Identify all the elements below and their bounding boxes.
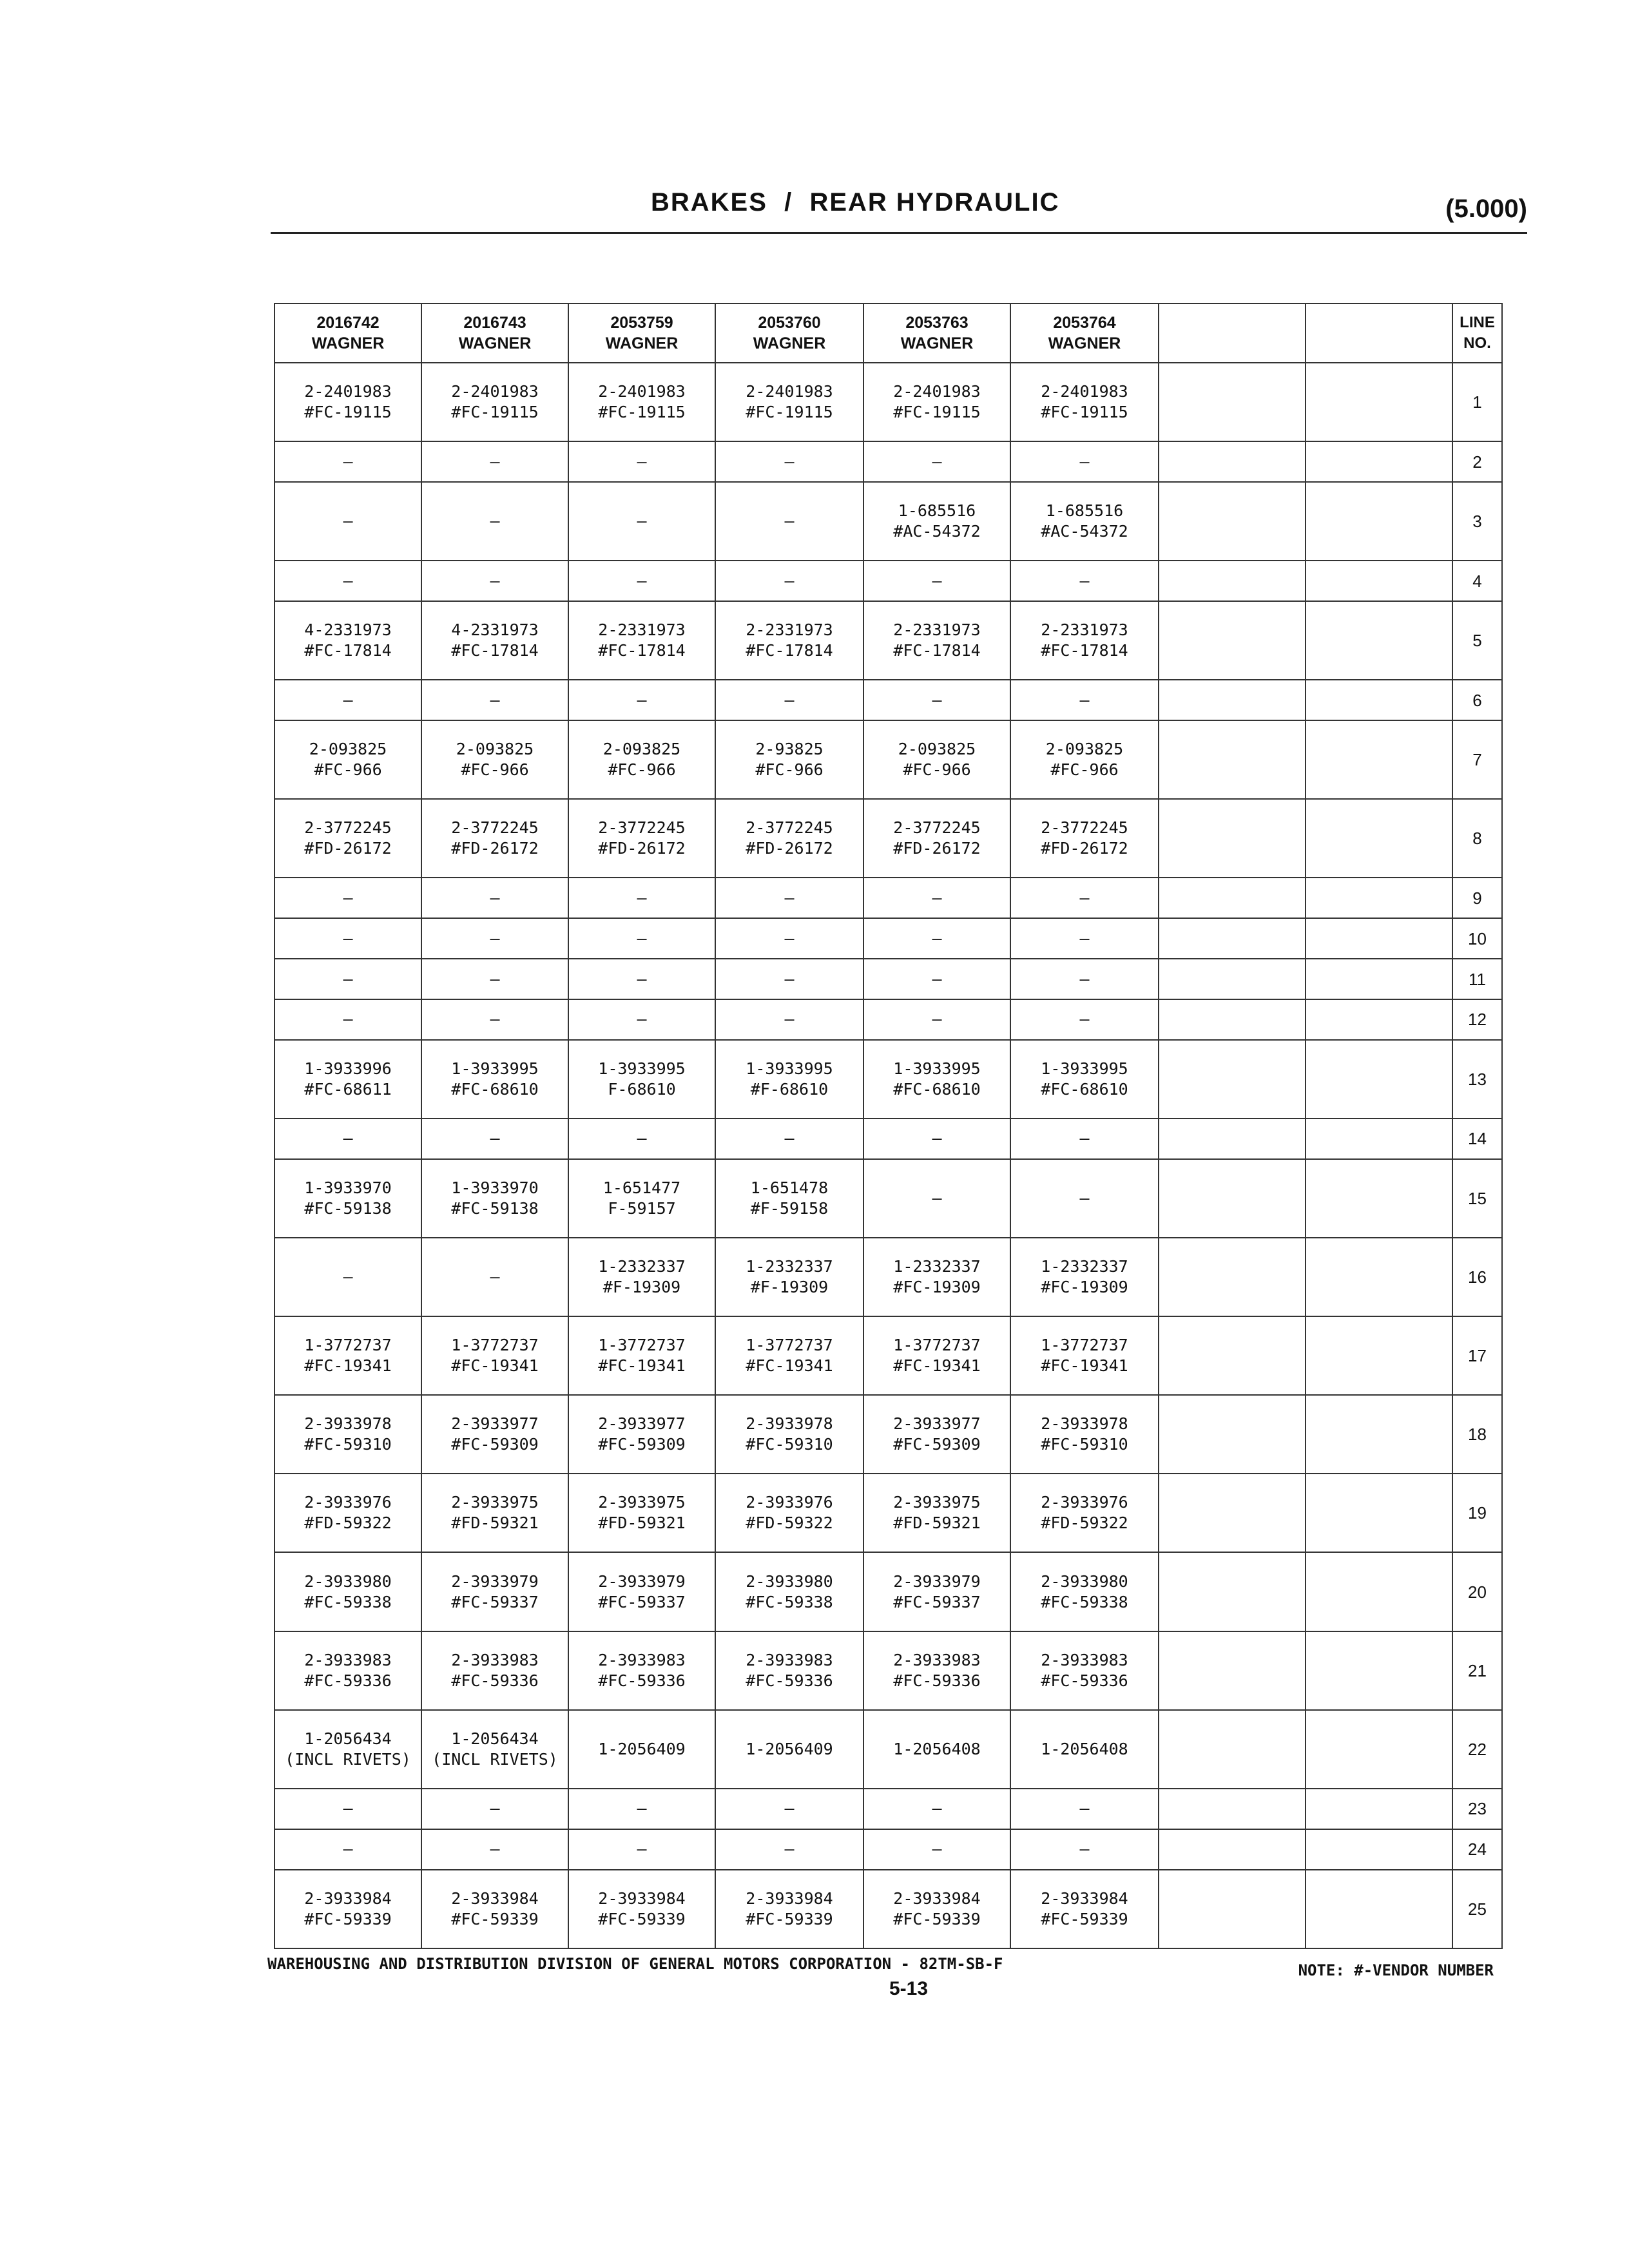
table-cell [1159, 1710, 1306, 1789]
line-number: 15 [1452, 1159, 1502, 1238]
line-number: 3 [1452, 482, 1502, 561]
table-row [275, 1119, 1502, 1159]
parts-table [274, 303, 1503, 1949]
table-cell [1159, 482, 1306, 561]
table-cell [1306, 1119, 1452, 1159]
table-cell: — [275, 1789, 421, 1829]
table-cell: 1-2056434 (INCL RIVETS) [421, 1710, 568, 1789]
table-cell: — [568, 1789, 715, 1829]
table-cell: 2-3772245 #FD-26172 [568, 799, 715, 878]
table-cell: — [863, 918, 1010, 959]
table-cell [1306, 601, 1452, 680]
table-cell: 2-3933978 #FC-59310 [275, 1395, 421, 1474]
table-cell: — [568, 680, 715, 720]
table-cell: — [863, 959, 1010, 999]
table-cell: 1-3772737 #FC-19341 [715, 1316, 863, 1395]
table-cell: 2-3772245 #FD-26172 [421, 799, 568, 878]
table-cell [1159, 959, 1306, 999]
table-row [275, 441, 1502, 482]
table-row [275, 1316, 1502, 1395]
line-number: 17 [1452, 1316, 1502, 1395]
table-cell: — [1010, 1159, 1159, 1238]
column-brand: WAGNER [753, 334, 826, 352]
table-cell [1159, 999, 1306, 1040]
table-cell: 1-651478 #F-59158 [715, 1159, 863, 1238]
table-row [275, 999, 1502, 1040]
table-cell [1306, 1789, 1452, 1829]
table-row [275, 1631, 1502, 1710]
table-cell: — [863, 561, 1010, 601]
table-cell [1159, 1552, 1306, 1631]
table-cell: 2-2331973 #FC-17814 [1010, 601, 1159, 680]
table-cell: — [1010, 918, 1159, 959]
column-brand: WAGNER [1048, 334, 1121, 352]
table-cell: — [421, 918, 568, 959]
table-cell: 2-3933983 #FC-59336 [568, 1631, 715, 1710]
table-cell [1159, 1474, 1306, 1552]
table-cell [1306, 1870, 1452, 1948]
table-cell: — [863, 680, 1010, 720]
column-part-number: 2016742 [316, 314, 380, 332]
table-cell: 2-093825 #FC-966 [275, 720, 421, 799]
table-cell [1306, 482, 1452, 561]
table-cell: 2-3933978 #FC-59310 [1010, 1395, 1159, 1474]
column-header [1159, 303, 1306, 363]
table-cell [1306, 1395, 1452, 1474]
table-cell: — [1010, 878, 1159, 918]
column-header [863, 303, 1010, 363]
table-cell [1306, 1474, 1452, 1552]
line-number: 10 [1452, 918, 1502, 959]
table-cell: 2-3772245 #FD-26172 [863, 799, 1010, 878]
table-cell: 2-3772245 #FD-26172 [715, 799, 863, 878]
table-cell: 2-3933976 #FD-59322 [275, 1474, 421, 1552]
table-row [275, 1710, 1502, 1789]
line-number: 7 [1452, 720, 1502, 799]
table-cell: — [568, 918, 715, 959]
table-cell [1306, 720, 1452, 799]
table-cell: — [568, 1119, 715, 1159]
table-cell: 1-3772737 #FC-19341 [1010, 1316, 1159, 1395]
line-number-header: LINE NO. [1452, 303, 1502, 363]
table-cell: — [421, 1238, 568, 1316]
table-row [275, 1870, 1502, 1948]
table-cell: 1-2332337 #F-19309 [715, 1238, 863, 1316]
table-cell [1306, 959, 1452, 999]
table-cell: 2-3933977 #FC-59309 [421, 1395, 568, 1474]
table-cell: 2-3933975 #FD-59321 [568, 1474, 715, 1552]
line-number: 2 [1452, 441, 1502, 482]
table-cell: — [421, 482, 568, 561]
table-cell: — [275, 878, 421, 918]
table-cell: — [715, 1829, 863, 1870]
table-cell [1306, 1829, 1452, 1870]
line-number: 5 [1452, 601, 1502, 680]
table-cell: 1-3772737 #FC-19341 [421, 1316, 568, 1395]
table-cell: — [863, 1159, 1010, 1238]
table-cell: — [568, 959, 715, 999]
page-title: BRAKES / REAR HYDRAULIC [651, 188, 1060, 216]
table-cell [1306, 1552, 1452, 1631]
table-cell [1159, 1238, 1306, 1316]
column-part-number: 2053763 [905, 314, 969, 332]
table-cell: 2-093825 #FC-966 [1010, 720, 1159, 799]
table-row [275, 482, 1502, 561]
table-cell: — [275, 441, 421, 482]
table-cell [1306, 363, 1452, 441]
table-cell: — [715, 680, 863, 720]
column-header [275, 303, 421, 363]
table-cell: 1-3933970 #FC-59138 [275, 1159, 421, 1238]
line-number: 1 [1452, 363, 1502, 441]
table-row [275, 1829, 1502, 1870]
table-cell: — [1010, 959, 1159, 999]
table-cell: 1-3772737 #FC-19341 [275, 1316, 421, 1395]
table-row [275, 1395, 1502, 1474]
line-number: 4 [1452, 561, 1502, 601]
table-row [275, 1040, 1502, 1119]
table-cell [1159, 878, 1306, 918]
table-cell: 2-3933978 #FC-59310 [715, 1395, 863, 1474]
table-cell: — [863, 441, 1010, 482]
table-cell: 2-3933983 #FC-59336 [275, 1631, 421, 1710]
table-row [275, 959, 1502, 999]
table-cell [1159, 1789, 1306, 1829]
table-cell: 1-2056408 [1010, 1710, 1159, 1789]
column-header [1010, 303, 1159, 363]
table-cell: — [421, 1119, 568, 1159]
table-cell: — [1010, 999, 1159, 1040]
column-header [1306, 303, 1452, 363]
table-cell: — [1010, 561, 1159, 601]
table-row [275, 1789, 1502, 1829]
column-brand: WAGNER [311, 334, 385, 352]
table-cell [1159, 441, 1306, 482]
table-cell [1159, 1631, 1306, 1710]
table-cell: 2-3933977 #FC-59309 [863, 1395, 1010, 1474]
table-cell: 2-3933980 #FC-59338 [1010, 1552, 1159, 1631]
table-cell: — [275, 1119, 421, 1159]
table-row [275, 561, 1502, 601]
table-cell [1159, 1870, 1306, 1948]
column-brand: WAGNER [605, 334, 679, 352]
table-cell: — [421, 441, 568, 482]
table-cell: 2-093825 #FC-966 [421, 720, 568, 799]
table-cell: 2-3933984 #FC-59339 [275, 1870, 421, 1948]
table-cell: 1-651477 F-59157 [568, 1159, 715, 1238]
table-cell: — [715, 482, 863, 561]
column-header [421, 303, 568, 363]
table-cell: 1-3772737 #FC-19341 [568, 1316, 715, 1395]
table-cell: — [275, 680, 421, 720]
table-cell: 1-3933995 F-68610 [568, 1040, 715, 1119]
table-cell: 1-3933970 #FC-59138 [421, 1159, 568, 1238]
table-cell: — [421, 999, 568, 1040]
table-cell: — [863, 1789, 1010, 1829]
line-number: 18 [1452, 1395, 1502, 1474]
table-cell: 2-3933984 #FC-59339 [863, 1870, 1010, 1948]
table-cell: — [1010, 1829, 1159, 1870]
table-cell [1306, 561, 1452, 601]
table-cell: 1-3933996 #FC-68611 [275, 1040, 421, 1119]
table-cell: 2-2331973 #FC-17814 [568, 601, 715, 680]
line-number: 21 [1452, 1631, 1502, 1710]
table-cell: — [275, 1238, 421, 1316]
column-part-number: 2053759 [610, 314, 673, 332]
table-cell: 2-3933984 #FC-59339 [421, 1870, 568, 1948]
table-cell [1159, 1829, 1306, 1870]
table-cell: 2-2401983 #FC-19115 [715, 363, 863, 441]
table-cell: — [275, 999, 421, 1040]
table-row [275, 1238, 1502, 1316]
table-cell: 2-3933975 #FD-59321 [863, 1474, 1010, 1552]
table-cell: 2-3933983 #FC-59336 [715, 1631, 863, 1710]
table-row [275, 680, 1502, 720]
table-cell: — [1010, 1119, 1159, 1159]
table-cell: 1-3933995 #FC-68610 [1010, 1040, 1159, 1119]
table-cell [1159, 799, 1306, 878]
table-cell: 2-3933976 #FD-59322 [715, 1474, 863, 1552]
table-cell [1306, 1710, 1452, 1789]
table-cell: 2-3933984 #FC-59339 [568, 1870, 715, 1948]
table-cell: — [568, 482, 715, 561]
line-number: 22 [1452, 1710, 1502, 1789]
table-cell: 2-3933980 #FC-59338 [275, 1552, 421, 1631]
table-cell: 2-2401983 #FC-19115 [863, 363, 1010, 441]
line-number: 8 [1452, 799, 1502, 878]
table-cell [1306, 1040, 1452, 1119]
table-cell: — [568, 999, 715, 1040]
table-cell: — [275, 1829, 421, 1870]
column-header [568, 303, 715, 363]
line-number: 11 [1452, 959, 1502, 999]
table-cell: — [421, 1789, 568, 1829]
table-row [275, 918, 1502, 959]
table-cell: 1-2056408 [863, 1710, 1010, 1789]
table-cell [1159, 1316, 1306, 1395]
table-cell [1159, 1159, 1306, 1238]
line-number: 20 [1452, 1552, 1502, 1631]
table-cell: 2-2401983 #FC-19115 [1010, 363, 1159, 441]
footer-publisher: WAREHOUSING AND DISTRIBUTION DIVISION OF GENERAL MOTORS CORPORATION - 82TM-SB-F [267, 1955, 1003, 1973]
column-header [715, 303, 863, 363]
table-cell: — [421, 959, 568, 999]
table-cell [1306, 878, 1452, 918]
line-number: 19 [1452, 1474, 1502, 1552]
table-cell [1159, 720, 1306, 799]
table-cell: 1-685516 #AC-54372 [863, 482, 1010, 561]
table-cell: 1-685516 #AC-54372 [1010, 482, 1159, 561]
header-rule [271, 232, 1527, 234]
column-part-number: 2053760 [758, 314, 821, 332]
table-cell: 1-2056409 [715, 1710, 863, 1789]
table-cell [1159, 363, 1306, 441]
table-cell: — [421, 878, 568, 918]
table-cell [1306, 1238, 1452, 1316]
table-cell: — [568, 561, 715, 601]
table-cell [1306, 1631, 1452, 1710]
table-cell: 2-3933977 #FC-59309 [568, 1395, 715, 1474]
table-cell: 1-3772737 #FC-19341 [863, 1316, 1010, 1395]
line-number: 12 [1452, 999, 1502, 1040]
table-cell: 1-2056409 [568, 1710, 715, 1789]
table-cell: — [1010, 1789, 1159, 1829]
table-cell: 2-093825 #FC-966 [863, 720, 1010, 799]
table-row [275, 1474, 1502, 1552]
table-cell [1306, 918, 1452, 959]
line-number: 25 [1452, 1870, 1502, 1948]
line-number: 14 [1452, 1119, 1502, 1159]
table-cell: 2-3933976 #FD-59322 [1010, 1474, 1159, 1552]
table-cell: — [421, 1829, 568, 1870]
table-cell [1159, 561, 1306, 601]
table-cell [1306, 680, 1452, 720]
table-cell: 2-3933984 #FC-59339 [715, 1870, 863, 1948]
table-row [275, 878, 1502, 918]
column-part-number: 2016743 [463, 314, 526, 332]
table-cell [1159, 601, 1306, 680]
line-number: 16 [1452, 1238, 1502, 1316]
table-cell: 1-3933995 #FC-68610 [421, 1040, 568, 1119]
column-brand: WAGNER [458, 334, 532, 352]
table-cell: 2-3933979 #FC-59337 [568, 1552, 715, 1631]
table-cell [1306, 1316, 1452, 1395]
table-cell: 1-2332337 #FC-19309 [1010, 1238, 1159, 1316]
table-cell: — [421, 680, 568, 720]
table-cell: — [1010, 441, 1159, 482]
table-cell [1306, 799, 1452, 878]
line-number: 23 [1452, 1789, 1502, 1829]
table-cell: — [275, 959, 421, 999]
table-cell: 2-2401983 #FC-19115 [568, 363, 715, 441]
table-cell: — [421, 561, 568, 601]
table-cell: — [863, 1119, 1010, 1159]
table-cell: — [568, 878, 715, 918]
table-cell: — [568, 441, 715, 482]
table-cell: 2-2331973 #FC-17814 [863, 601, 1010, 680]
table-cell: — [863, 1829, 1010, 1870]
table-cell: 2-3933979 #FC-59337 [863, 1552, 1010, 1631]
page-number: 5-13 [889, 1978, 929, 1999]
table-cell [1306, 441, 1452, 482]
line-number: 9 [1452, 878, 1502, 918]
table-cell: — [715, 441, 863, 482]
table-cell: 2-3933983 #FC-59336 [863, 1631, 1010, 1710]
table-cell [1306, 1159, 1452, 1238]
table-cell: 4-2331973 #FC-17814 [275, 601, 421, 680]
table-cell: 2-3772245 #FD-26172 [275, 799, 421, 878]
table-cell: 2-093825 #FC-966 [568, 720, 715, 799]
table-row [275, 363, 1502, 441]
table-cell [1159, 918, 1306, 959]
table-cell: 2-3933980 #FC-59338 [715, 1552, 863, 1631]
table-cell [1159, 1040, 1306, 1119]
table-cell: — [275, 561, 421, 601]
table-cell: 2-3933983 #FC-59336 [1010, 1631, 1159, 1710]
table-cell: 2-3933979 #FC-59337 [421, 1552, 568, 1631]
line-number: 24 [1452, 1829, 1502, 1870]
section-number: (5.000) [1445, 195, 1527, 223]
table-cell: — [715, 918, 863, 959]
table-cell [1159, 680, 1306, 720]
table-cell: — [863, 999, 1010, 1040]
table-cell: 1-3933995 #F-68610 [715, 1040, 863, 1119]
table-cell: 1-2332337 #FC-19309 [863, 1238, 1010, 1316]
table-cell: — [275, 918, 421, 959]
table-cell: 1-3933995 #FC-68610 [863, 1040, 1010, 1119]
table-cell: — [568, 1829, 715, 1870]
table-cell: 2-3933984 #FC-59339 [1010, 1870, 1159, 1948]
page-header [271, 182, 1527, 233]
table-cell: 2-93825 #FC-966 [715, 720, 863, 799]
table-cell: 2-3933975 #FD-59321 [421, 1474, 568, 1552]
line-number: 13 [1452, 1040, 1502, 1119]
table-row [275, 601, 1502, 680]
column-part-number: 2053764 [1053, 314, 1116, 332]
table-cell: — [715, 1789, 863, 1829]
header-row [275, 303, 1502, 363]
table-cell: 2-2401983 #FC-19115 [421, 363, 568, 441]
table-row [275, 720, 1502, 799]
table-cell [1159, 1395, 1306, 1474]
table-cell: — [715, 999, 863, 1040]
table-cell: 1-2056434 (INCL RIVETS) [275, 1710, 421, 1789]
column-brand: WAGNER [900, 334, 974, 352]
table-cell: 1-2332337 #F-19309 [568, 1238, 715, 1316]
table-cell: — [1010, 680, 1159, 720]
table-cell: 2-3933983 #FC-59336 [421, 1631, 568, 1710]
table-cell: 4-2331973 #FC-17814 [421, 601, 568, 680]
table-cell [1159, 1119, 1306, 1159]
table-cell: — [715, 878, 863, 918]
table-cell: — [275, 482, 421, 561]
footer-note: NOTE: #-VENDOR NUMBER [1298, 1961, 1494, 1979]
table-row [275, 1552, 1502, 1631]
table-cell: — [715, 1119, 863, 1159]
table-cell: — [715, 561, 863, 601]
table-row [275, 799, 1502, 878]
table-cell: 2-2331973 #FC-17814 [715, 601, 863, 680]
line-number: 6 [1452, 680, 1502, 720]
table-row [275, 1159, 1502, 1238]
table-cell: 2-2401983 #FC-19115 [275, 363, 421, 441]
table-cell: 2-3772245 #FD-26172 [1010, 799, 1159, 878]
table-cell [1306, 999, 1452, 1040]
table-cell: — [715, 959, 863, 999]
table-cell: — [863, 878, 1010, 918]
